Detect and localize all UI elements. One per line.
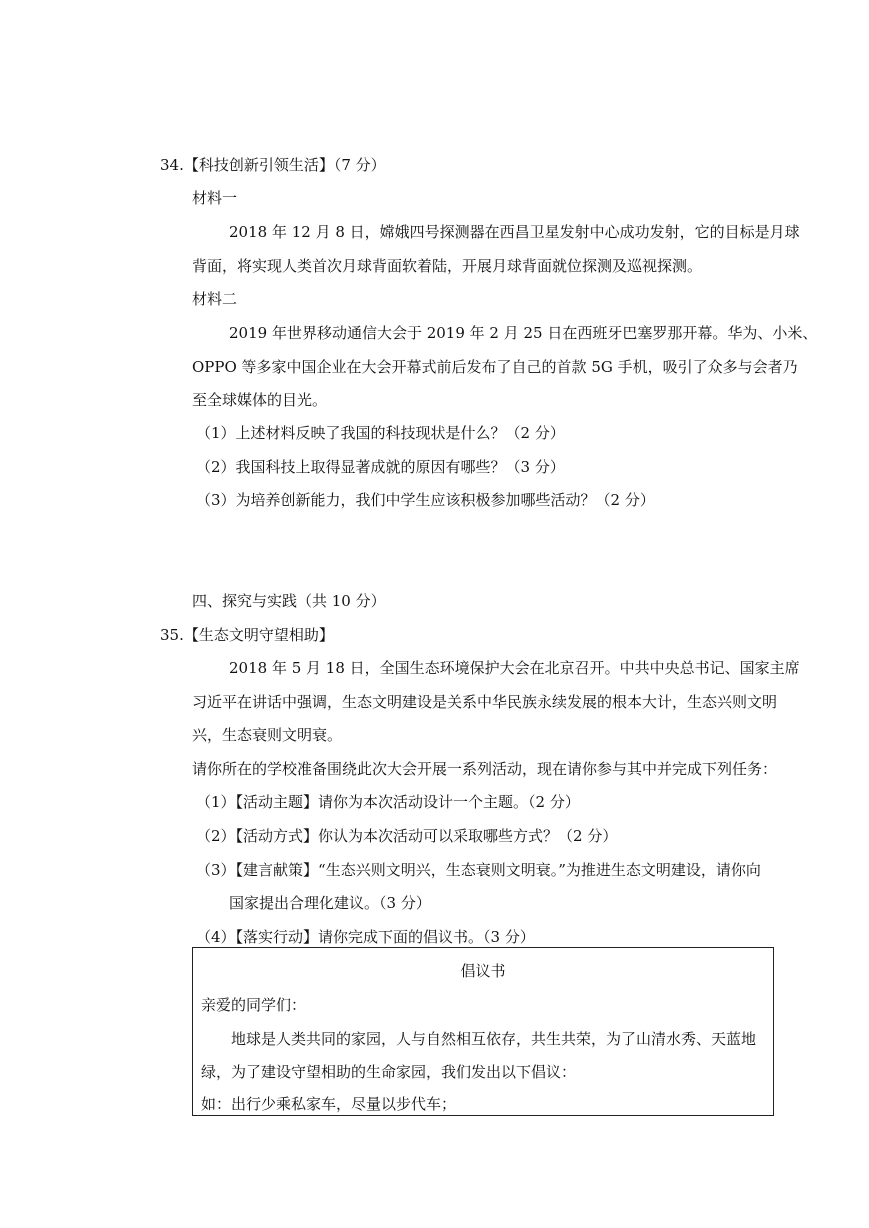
- proposal-greeting: 亲爱的同学们：: [201, 996, 307, 1014]
- section4-heading: 四、探究与实践（共 10 分）: [192, 592, 386, 610]
- q35-para-line1: 2018 年 5 月 18 日，全国生态环境保护大会在北京召开。中共中央总书记、国家主席: [229, 659, 800, 677]
- q34-material2-line3: 至全球媒体的目光。: [192, 391, 328, 409]
- proposal-body-line2: 绿，为了建设守望相助的生命家园，我们发出以下倡议：: [201, 1063, 577, 1081]
- q34-material1-line2: 背面，将实现人类首次月球背面软着陆，开展月球背面就位探测及巡视探测。: [192, 257, 703, 275]
- q34-material2-line1: 2019 年世界移动通信大会于 2019 年 2 月 25 日在西班牙巴塞罗那开幕。华为、小米、: [229, 324, 818, 342]
- q34-material1-label: 材料一: [192, 189, 238, 207]
- q34-material1-line1: 2018 年 12 月 8 日，嫦娥四号探测器在西昌卫星发射中心成功发射，它的目标是月球: [229, 223, 800, 241]
- q35-para-line2: 习近平在讲话中强调，生态文明建设是关系中华民族永续发展的根本大计，生态兴则文明: [192, 693, 778, 711]
- q35-heading: 35.【生态文明守望相助】: [160, 626, 334, 644]
- q35-task-1: （1）【活动主题】请你为本次活动设计一个主题。（2 分）: [196, 793, 580, 811]
- proposal-body-line1: 地球是人类共同的家园，人与自然相互依存，共生共荣，为了山清水秀、天蓝地: [231, 1030, 757, 1048]
- q34-material2-line2: OPPO 等多家中国企业在大会开幕式前后发布了自己的首款 5G 手机，吸引了众多与会者乃: [192, 358, 798, 376]
- proposal-title: 倡议书: [460, 962, 506, 980]
- q35-task-3-line2: 国家提出合理化建议。（3 分）: [229, 894, 431, 912]
- proposal-example: 如：出行少乘私家车，尽量以步代车；: [201, 1095, 457, 1113]
- q35-intro: 请你所在的学校准备围绕此次大会开展一系列活动，现在请你参与其中并完成下列任务：: [192, 760, 778, 778]
- q35-para-line3: 兴，生态衰则文明衰。: [192, 726, 343, 744]
- q35-task-4: （4）【落实行动】请你完成下面的倡议书。（3 分）: [196, 928, 535, 946]
- q34-question-2: （2）我国科技上取得显著成就的原因有哪些？（3 分）: [196, 458, 565, 476]
- q35-task-3-line1: （3）【建言献策】“生态兴则文明兴，生态衰则文明衰。”为推进生态文明建设，请你向: [196, 861, 761, 879]
- q34-question-1: （1）上述材料反映了我国的科技现状是什么？（2 分）: [196, 424, 565, 442]
- q34-heading: 34.【科技创新引领生活】（7 分）: [160, 156, 386, 174]
- q35-task-2: （2）【活动方式】你认为本次活动可以采取哪些方式？（2 分）: [196, 827, 618, 845]
- q34-question-3: （3）为培养创新能力，我们中学生应该积极参加哪些活动？（2 分）: [196, 491, 655, 509]
- q34-material2-label: 材料二: [192, 290, 238, 308]
- proposal-box: [192, 947, 774, 1116]
